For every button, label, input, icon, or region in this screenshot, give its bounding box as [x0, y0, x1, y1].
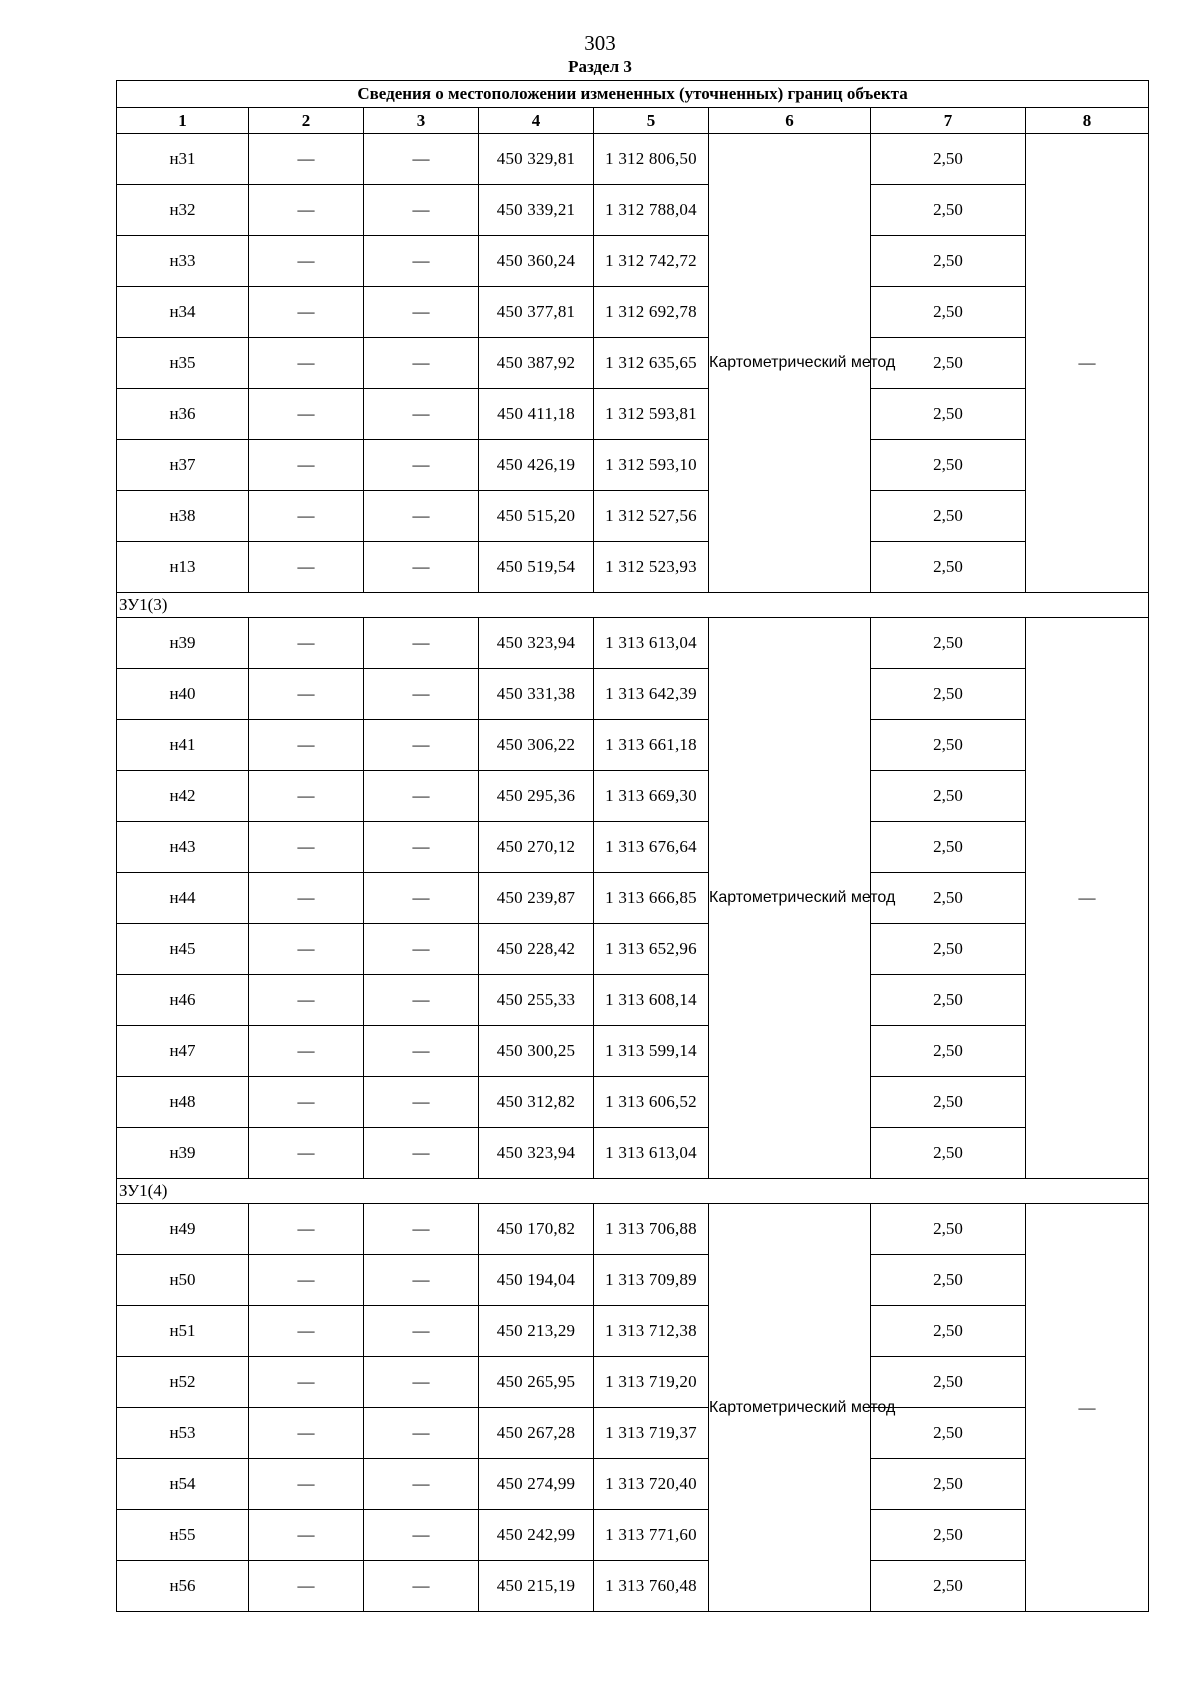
- accuracy-cell: 2,50: [871, 1204, 1026, 1255]
- col3-cell: —: [364, 873, 479, 924]
- coordinate-x-cell: 450 270,12: [479, 822, 594, 873]
- accuracy-cell: 2,50: [871, 771, 1026, 822]
- point-name-cell: н43: [117, 822, 249, 873]
- coordinate-y-cell: 1 313 706,88: [594, 1204, 709, 1255]
- point-name-cell: н35: [117, 338, 249, 389]
- col2-cell: —: [249, 1306, 364, 1357]
- point-name-cell: н37: [117, 440, 249, 491]
- accuracy-cell: 2,50: [871, 491, 1026, 542]
- col3-cell: —: [364, 491, 479, 542]
- col2-cell: —: [249, 134, 364, 185]
- coordinate-y-cell: 1 312 635,65: [594, 338, 709, 389]
- column-number: 7: [871, 108, 1026, 134]
- column-number: 3: [364, 108, 479, 134]
- column-number: 1: [117, 108, 249, 134]
- coordinate-y-cell: 1 312 742,72: [594, 236, 709, 287]
- accuracy-cell: 2,50: [871, 1306, 1026, 1357]
- col3-cell: —: [364, 389, 479, 440]
- coordinate-y-cell: 1 313 642,39: [594, 669, 709, 720]
- coordinate-x-cell: 450 295,36: [479, 771, 594, 822]
- col2-cell: —: [249, 440, 364, 491]
- table-row: [117, 134, 1149, 185]
- coordinate-x-cell: 450 265,95: [479, 1357, 594, 1408]
- method-cell: Картометрический метод: [709, 1204, 871, 1612]
- coordinate-x-cell: 450 312,82: [479, 1077, 594, 1128]
- group-label: ЗУ1(3): [117, 593, 1149, 618]
- coordinate-y-cell: 1 313 606,52: [594, 1077, 709, 1128]
- col3-cell: —: [364, 669, 479, 720]
- coordinate-y-cell: 1 313 661,18: [594, 720, 709, 771]
- col3-cell: —: [364, 771, 479, 822]
- point-name-cell: н13: [117, 542, 249, 593]
- coordinate-x-cell: 450 339,21: [479, 185, 594, 236]
- col2-cell: —: [249, 491, 364, 542]
- point-name-cell: н53: [117, 1408, 249, 1459]
- point-name-cell: н41: [117, 720, 249, 771]
- point-name-cell: н50: [117, 1255, 249, 1306]
- col2-cell: —: [249, 1561, 364, 1612]
- col3-cell: —: [364, 1561, 479, 1612]
- section-title: Раздел 3: [568, 57, 632, 76]
- point-name-cell: н51: [117, 1306, 249, 1357]
- col2-cell: —: [249, 1077, 364, 1128]
- group-label: ЗУ1(4): [117, 1179, 1149, 1204]
- col3-cell: —: [364, 1408, 479, 1459]
- coordinate-y-cell: 1 313 771,60: [594, 1510, 709, 1561]
- coordinate-y-cell: 1 313 669,30: [594, 771, 709, 822]
- accuracy-cell: 2,50: [871, 1077, 1026, 1128]
- col3-cell: —: [364, 720, 479, 771]
- table-row: [117, 1357, 1149, 1408]
- col3-cell: —: [364, 924, 479, 975]
- page-number: 303: [584, 31, 616, 55]
- table-row: [117, 975, 1149, 1026]
- coordinate-x-cell: 450 215,19: [479, 1561, 594, 1612]
- col2-cell: —: [249, 720, 364, 771]
- accuracy-cell: 2,50: [871, 924, 1026, 975]
- coordinate-x-cell: 450 323,94: [479, 1128, 594, 1179]
- coordinate-y-cell: 1 313 613,04: [594, 618, 709, 669]
- table-row: [117, 1459, 1149, 1510]
- point-name-cell: н44: [117, 873, 249, 924]
- col3-cell: —: [364, 338, 479, 389]
- col2-cell: —: [249, 975, 364, 1026]
- coordinate-x-cell: 450 519,54: [479, 542, 594, 593]
- accuracy-cell: 2,50: [871, 1561, 1026, 1612]
- group-header-row: [117, 593, 1149, 618]
- accuracy-cell: 2,50: [871, 1026, 1026, 1077]
- table-row: [117, 1077, 1149, 1128]
- col2-cell: —: [249, 1204, 364, 1255]
- table-title-row: [117, 81, 1149, 108]
- coordinate-x-cell: 450 267,28: [479, 1408, 594, 1459]
- table-row: [117, 287, 1149, 338]
- col3-cell: —: [364, 1255, 479, 1306]
- col8-cell: —: [1026, 134, 1149, 593]
- col8-cell: —: [1026, 1204, 1149, 1612]
- coordinate-x-cell: 450 411,18: [479, 389, 594, 440]
- coordinate-y-cell: 1 312 593,10: [594, 440, 709, 491]
- col3-cell: —: [364, 1459, 479, 1510]
- table-row: [117, 338, 1149, 389]
- table-row: [117, 1306, 1149, 1357]
- col2-cell: —: [249, 1408, 364, 1459]
- table-row: [117, 389, 1149, 440]
- coordinate-y-cell: 1 313 676,64: [594, 822, 709, 873]
- coordinate-x-cell: 450 170,82: [479, 1204, 594, 1255]
- point-name-cell: н52: [117, 1357, 249, 1408]
- coordinate-y-cell: 1 312 806,50: [594, 134, 709, 185]
- point-name-cell: н45: [117, 924, 249, 975]
- col2-cell: —: [249, 822, 364, 873]
- col2-cell: —: [249, 287, 364, 338]
- coordinate-x-cell: 450 323,94: [479, 618, 594, 669]
- coordinate-x-cell: 450 515,20: [479, 491, 594, 542]
- coordinate-y-cell: 1 312 593,81: [594, 389, 709, 440]
- accuracy-cell: 2,50: [871, 389, 1026, 440]
- accuracy-cell: 2,50: [871, 1128, 1026, 1179]
- col3-cell: —: [364, 1306, 479, 1357]
- col2-cell: —: [249, 873, 364, 924]
- table-row: [117, 1204, 1149, 1255]
- coordinate-y-cell: 1 312 692,78: [594, 287, 709, 338]
- col2-cell: —: [249, 338, 364, 389]
- col2-cell: —: [249, 1510, 364, 1561]
- coordinate-y-cell: 1 313 719,20: [594, 1357, 709, 1408]
- accuracy-cell: 2,50: [871, 1357, 1026, 1408]
- coordinate-y-cell: 1 313 712,38: [594, 1306, 709, 1357]
- table-row: [117, 1408, 1149, 1459]
- column-number: 6: [709, 108, 871, 134]
- coordinate-y-cell: 1 313 760,48: [594, 1561, 709, 1612]
- coordinate-x-cell: 450 360,24: [479, 236, 594, 287]
- table-row: [117, 1255, 1149, 1306]
- col3-cell: —: [364, 822, 479, 873]
- point-name-cell: н39: [117, 618, 249, 669]
- col8-cell: —: [1026, 618, 1149, 1179]
- table-row: [117, 1128, 1149, 1179]
- accuracy-cell: 2,50: [871, 236, 1026, 287]
- coordinate-x-cell: 450 331,38: [479, 669, 594, 720]
- col3-cell: —: [364, 134, 479, 185]
- column-number: 5: [594, 108, 709, 134]
- accuracy-cell: 2,50: [871, 720, 1026, 771]
- group-header-row: [117, 1179, 1149, 1204]
- point-name-cell: н47: [117, 1026, 249, 1077]
- coordinate-x-cell: 450 387,92: [479, 338, 594, 389]
- table-row: [117, 236, 1149, 287]
- point-name-cell: н31: [117, 134, 249, 185]
- coordinate-y-cell: 1 313 666,85: [594, 873, 709, 924]
- table-row: [117, 873, 1149, 924]
- col2-cell: —: [249, 618, 364, 669]
- col2-cell: —: [249, 1128, 364, 1179]
- point-name-cell: н33: [117, 236, 249, 287]
- table-row: [117, 822, 1149, 873]
- col2-cell: —: [249, 1255, 364, 1306]
- col2-cell: —: [249, 185, 364, 236]
- point-name-cell: н39: [117, 1128, 249, 1179]
- col3-cell: —: [364, 542, 479, 593]
- table-body: [117, 134, 1149, 1612]
- col2-cell: —: [249, 389, 364, 440]
- table-row: [117, 1026, 1149, 1077]
- col3-cell: —: [364, 1357, 479, 1408]
- table-row: [117, 720, 1149, 771]
- col3-cell: —: [364, 440, 479, 491]
- column-number: 2: [249, 108, 364, 134]
- point-name-cell: н42: [117, 771, 249, 822]
- column-number-row: [117, 108, 1149, 134]
- coordinate-y-cell: 1 312 523,93: [594, 542, 709, 593]
- point-name-cell: н34: [117, 287, 249, 338]
- accuracy-cell: 2,50: [871, 1459, 1026, 1510]
- col2-cell: —: [249, 1026, 364, 1077]
- table-row: [117, 440, 1149, 491]
- boundary-coordinates-table: [116, 80, 1149, 1612]
- point-name-cell: н36: [117, 389, 249, 440]
- col3-cell: —: [364, 236, 479, 287]
- table-title: Сведения о местоположении измененных (уточненных) границ объекта: [117, 81, 1149, 108]
- table-row: [117, 924, 1149, 975]
- accuracy-cell: 2,50: [871, 338, 1026, 389]
- accuracy-cell: 2,50: [871, 618, 1026, 669]
- accuracy-cell: 2,50: [871, 1408, 1026, 1459]
- accuracy-cell: 2,50: [871, 1255, 1026, 1306]
- method-cell: Картометрический метод: [709, 134, 871, 593]
- col3-cell: —: [364, 618, 479, 669]
- col3-cell: —: [364, 1128, 479, 1179]
- coordinate-y-cell: 1 313 652,96: [594, 924, 709, 975]
- accuracy-cell: 2,50: [871, 542, 1026, 593]
- coordinate-y-cell: 1 313 719,37: [594, 1408, 709, 1459]
- coordinate-y-cell: 1 313 613,04: [594, 1128, 709, 1179]
- col2-cell: —: [249, 669, 364, 720]
- accuracy-cell: 2,50: [871, 669, 1026, 720]
- coordinate-x-cell: 450 377,81: [479, 287, 594, 338]
- coordinate-x-cell: 450 242,99: [479, 1510, 594, 1561]
- col3-cell: —: [364, 185, 479, 236]
- accuracy-cell: 2,50: [871, 975, 1026, 1026]
- coordinate-x-cell: 450 239,87: [479, 873, 594, 924]
- method-cell: Картометрический метод: [709, 618, 871, 1179]
- col3-cell: —: [364, 975, 479, 1026]
- col3-cell: —: [364, 1077, 479, 1128]
- accuracy-cell: 2,50: [871, 134, 1026, 185]
- table-row: [117, 491, 1149, 542]
- coordinate-x-cell: 450 255,33: [479, 975, 594, 1026]
- coordinate-x-cell: 450 194,04: [479, 1255, 594, 1306]
- coordinate-y-cell: 1 313 709,89: [594, 1255, 709, 1306]
- col3-cell: —: [364, 1510, 479, 1561]
- accuracy-cell: 2,50: [871, 287, 1026, 338]
- accuracy-cell: 2,50: [871, 440, 1026, 491]
- col2-cell: —: [249, 1357, 364, 1408]
- coordinate-x-cell: 450 228,42: [479, 924, 594, 975]
- point-name-cell: н46: [117, 975, 249, 1026]
- col3-cell: —: [364, 1026, 479, 1077]
- coordinate-y-cell: 1 312 788,04: [594, 185, 709, 236]
- table-row: [117, 542, 1149, 593]
- col2-cell: —: [249, 236, 364, 287]
- col3-cell: —: [364, 287, 479, 338]
- accuracy-cell: 2,50: [871, 873, 1026, 924]
- accuracy-cell: 2,50: [871, 1510, 1026, 1561]
- point-name-cell: н49: [117, 1204, 249, 1255]
- point-name-cell: н54: [117, 1459, 249, 1510]
- point-name-cell: н38: [117, 491, 249, 542]
- point-name-cell: н55: [117, 1510, 249, 1561]
- col2-cell: —: [249, 771, 364, 822]
- coordinate-y-cell: 1 313 720,40: [594, 1459, 709, 1510]
- accuracy-cell: 2,50: [871, 822, 1026, 873]
- coordinate-x-cell: 450 300,25: [479, 1026, 594, 1077]
- col2-cell: —: [249, 924, 364, 975]
- coordinate-x-cell: 450 306,22: [479, 720, 594, 771]
- coordinate-x-cell: 450 213,29: [479, 1306, 594, 1357]
- col3-cell: —: [364, 1204, 479, 1255]
- point-name-cell: н56: [117, 1561, 249, 1612]
- point-name-cell: н48: [117, 1077, 249, 1128]
- table-row: [117, 185, 1149, 236]
- coordinate-x-cell: 450 274,99: [479, 1459, 594, 1510]
- table-row: [117, 1561, 1149, 1612]
- table-row: [117, 1510, 1149, 1561]
- table-row: [117, 618, 1149, 669]
- col2-cell: —: [249, 542, 364, 593]
- col2-cell: —: [249, 1459, 364, 1510]
- coordinate-y-cell: 1 312 527,56: [594, 491, 709, 542]
- coordinate-x-cell: 450 329,81: [479, 134, 594, 185]
- coordinate-x-cell: 450 426,19: [479, 440, 594, 491]
- coordinate-y-cell: 1 313 599,14: [594, 1026, 709, 1077]
- table-row: [117, 669, 1149, 720]
- coordinate-y-cell: 1 313 608,14: [594, 975, 709, 1026]
- column-number: 8: [1026, 108, 1149, 134]
- table-row: [117, 771, 1149, 822]
- point-name-cell: н40: [117, 669, 249, 720]
- column-number: 4: [479, 108, 594, 134]
- point-name-cell: н32: [117, 185, 249, 236]
- accuracy-cell: 2,50: [871, 185, 1026, 236]
